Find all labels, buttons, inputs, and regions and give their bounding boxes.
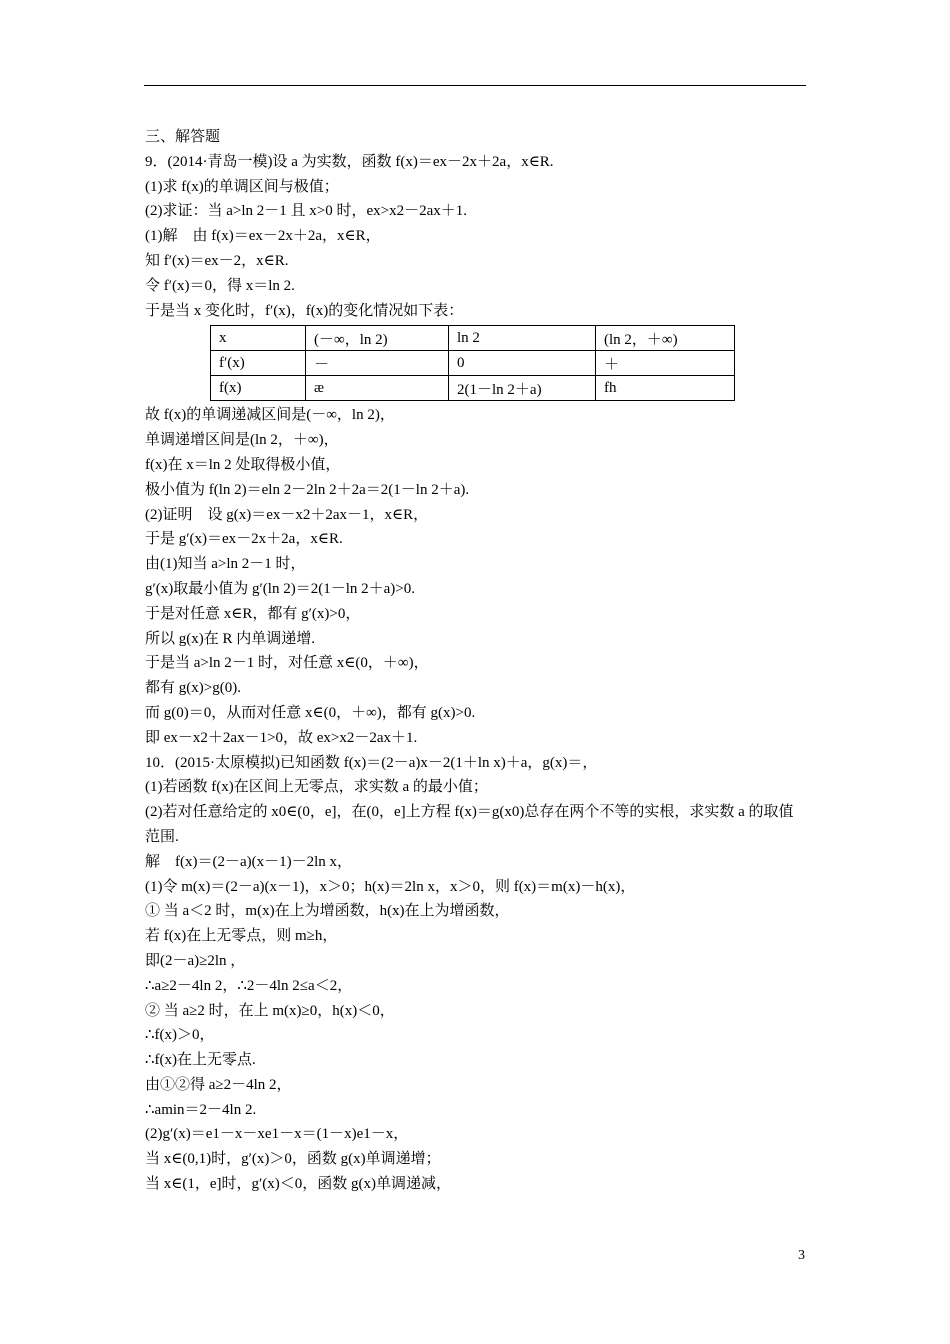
table-cell: ＋ [596,351,735,376]
text-line: 所以 g(x)在 R 内单调递增. [145,630,315,647]
text-line: 知 f′(x)＝ex－2，x∈R. [145,252,289,269]
text-line: 即(2－a)≥2ln ， [145,952,246,969]
text-line: 于是当 x 变化时，f′(x)，f(x)的变化情况如下表： [145,302,464,319]
text-line: 即 ex－x2＋2ax－1>0，故 ex>x2－2ax＋1. [145,729,418,746]
table-cell: ln 2 [449,326,596,351]
text-line: f(x)在 x＝ln 2 处取得极小值， [145,456,341,473]
text-line: ∴f(x)在上无零点. [145,1052,256,1069]
table-cell: (－∞，ln 2) [306,326,449,351]
document-body [145,125,807,1197]
text-line: ∴amin＝2－4ln 2. [145,1101,257,1118]
variation-table [210,325,735,401]
table-row [211,326,735,351]
text-line: 令 f′(x)＝0，得 x＝ln 2. [145,277,295,294]
text-line: 而 g(0)＝0，从而对任意 x∈(0，＋∞)，都有 g(x)>0. [145,704,476,721]
text-line: (2)若对任意给定的 x0∈(0，e]，在(0，e]上方程 f(x)＝g(x0)总存在两个不等的实根，求实数 a 的取值范围. [145,804,794,845]
text-line: 由①②得 a≥2－4ln 2， [145,1076,292,1093]
text-line: 故 f(x)的单调递减区间是(－∞，ln 2)， [145,407,395,424]
text-line: 于是对任意 x∈R，都有 g′(x)>0， [145,605,361,622]
text-line: (1)若函数 f(x)在区间上无零点，求实数 a 的最小值； [145,779,488,796]
text-before-table [145,125,807,323]
text-line: ∴a≥2－4ln 2，∴2－4ln 2≤a＜2， [145,977,353,994]
text-line: (2)证明 设 g(x)＝ex－x2＋2ax－1，x∈R， [145,506,429,523]
text-line: ② 当 a≥2 时，在上 m(x)≥0，h(x)＜0， [145,1002,395,1019]
text-line: 三、解答题 [145,129,221,145]
table-cell: (ln 2，＋∞) [596,326,735,351]
text-line: (2)g′(x)＝e1－x－xe1－x＝(1－x)e1－x， [145,1126,409,1143]
table-cell: fh [596,376,735,401]
text-line: (2)求证：当 a>ln 2－1 且 x>0 时，ex>x2－2ax＋1. [145,203,468,220]
table-cell: æ [306,376,449,401]
text-line: 都有 g(x)>g(0). [145,680,241,697]
text-line: 单调递增区间是(ln 2，＋∞)， [145,432,339,449]
text-line: (1)解 由 f(x)＝ex－2x＋2a，x∈R， [145,228,381,245]
table-cell: 2(1－ln 2＋a) [449,376,596,401]
text-line: 极小值为 f(ln 2)＝eln 2－2ln 2＋2a＝2(1－ln 2＋a). [145,481,470,498]
table-cell: 0 [449,351,596,376]
header-rule [144,85,806,86]
table-row [211,376,735,401]
text-line: g′(x)取最小值为 g′(ln 2)＝2(1－ln 2＋a)>0. [145,580,415,597]
text-line: 当 x∈(0,1)时，g′(x)＞0，函数 g(x)单调递增； [145,1151,441,1168]
table-cell: f(x) [211,376,306,401]
text-line: (1)令 m(x)＝(2－a)(x－1)，x＞0；h(x)＝2ln x，x＞0，则 f(x)＝m(x)－h(x)， [145,878,636,895]
table-row [211,351,735,376]
text-after-table [145,403,807,1197]
table-cell: x [211,326,306,351]
table-cell: f′(x) [211,351,306,376]
text-line: ∴f(x)＞0， [145,1027,215,1044]
text-line: 解 f(x)＝(2－a)(x－1)－2ln x， [145,853,353,870]
page-number: 3 [798,1248,805,1263]
text-line: 10．(2015·太原模拟)已知函数 f(x)＝(2－a)x－2(1＋ln x)＋a，g(x)＝， [145,754,598,771]
text-line: 由(1)知当 a>ln 2－1 时， [145,556,306,573]
text-line: 于是当 a>ln 2－1 时，对任意 x∈(0，＋∞)， [145,655,429,672]
table-cell: － [306,351,449,376]
text-line: 当 x∈(1，e]时，g′(x)＜0，函数 g(x)单调递减， [145,1176,452,1193]
text-line: 9．(2014·青岛一模)设 a 为实数，函数 f(x)＝ex－2x＋2a，x∈R. [145,153,554,170]
text-line: 若 f(x)在上无零点，则 m≥h， [145,928,338,945]
text-line: (1)求 f(x)的单调区间与极值； [145,178,339,195]
text-line: ① 当 a＜2 时，m(x)在上为增函数，h(x)在上为增函数， [145,903,510,920]
text-line: 于是 g′(x)＝ex－2x＋2a，x∈R. [145,531,343,548]
